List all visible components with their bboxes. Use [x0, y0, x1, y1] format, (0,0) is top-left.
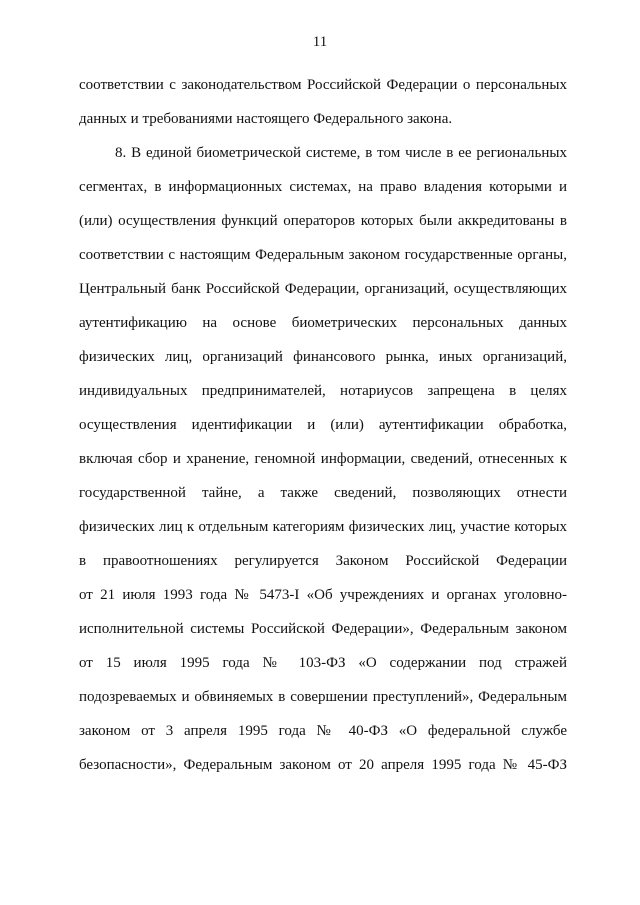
text-line: включая сбор и хранение, геномной информации, сведений, отнесенных к [79, 451, 567, 467]
text-line: исполнительной системы Российской Федерации», Федеральным законом [79, 621, 567, 637]
text-line: сегментах, в информационных системах, на право владения которыми и [79, 179, 567, 195]
text-line: соответствии с настоящим Федеральным законом государственные органы, [79, 247, 567, 263]
document-body [79, 68, 567, 782]
text-line: государственной тайне, а также сведений, позволяющих отнести [79, 485, 567, 501]
page-number: 11 [312, 34, 328, 50]
text-line: аутентификацию на основе биометрических персональных данных [79, 315, 567, 331]
text-line: законом от 3 апреля 1995 года № 40-ФЗ «О федеральной службе [79, 723, 567, 739]
text-line: безопасности», Федеральным законом от 20 апреля 1995 года № 45-ФЗ [79, 757, 567, 773]
text-line: в правоотношениях регулируется Законом Российской Федерации [79, 553, 567, 569]
text-line: физических лиц, организаций финансового рынка, иных организаций, [79, 349, 567, 365]
text-line: от 21 июля 1993 года № 5473-I «Об учреждениях и органах уголовно- [79, 587, 567, 603]
text-line: от 15 июля 1995 года № 103-ФЗ «О содержании под стражей [79, 655, 567, 671]
text-line: индивидуальных предпринимателей, нотариусов запрещена в целях [79, 383, 567, 399]
text-line: соответствии с законодательством Российской Федерации о персональных [79, 77, 567, 93]
text-line: Центральный банк Российской Федерации, организаций, осуществляющих [79, 281, 567, 297]
text-line: осуществления идентификации и (или) аутентификации обработка, [79, 417, 567, 433]
text-line: данных и требованиями настоящего Федерального закона. [79, 111, 453, 127]
text-line: подозреваемых и обвиняемых в совершении преступлений», Федеральным [79, 689, 567, 705]
text-line: физических лиц к отдельным категориям физических лиц, участие которых [79, 519, 567, 535]
text-line: (или) осуществления функций операторов которых были аккредитованы в [79, 213, 567, 229]
paragraph-first-line: 8. В единой биометрической системе, в том числе в ее региональных [115, 145, 567, 161]
